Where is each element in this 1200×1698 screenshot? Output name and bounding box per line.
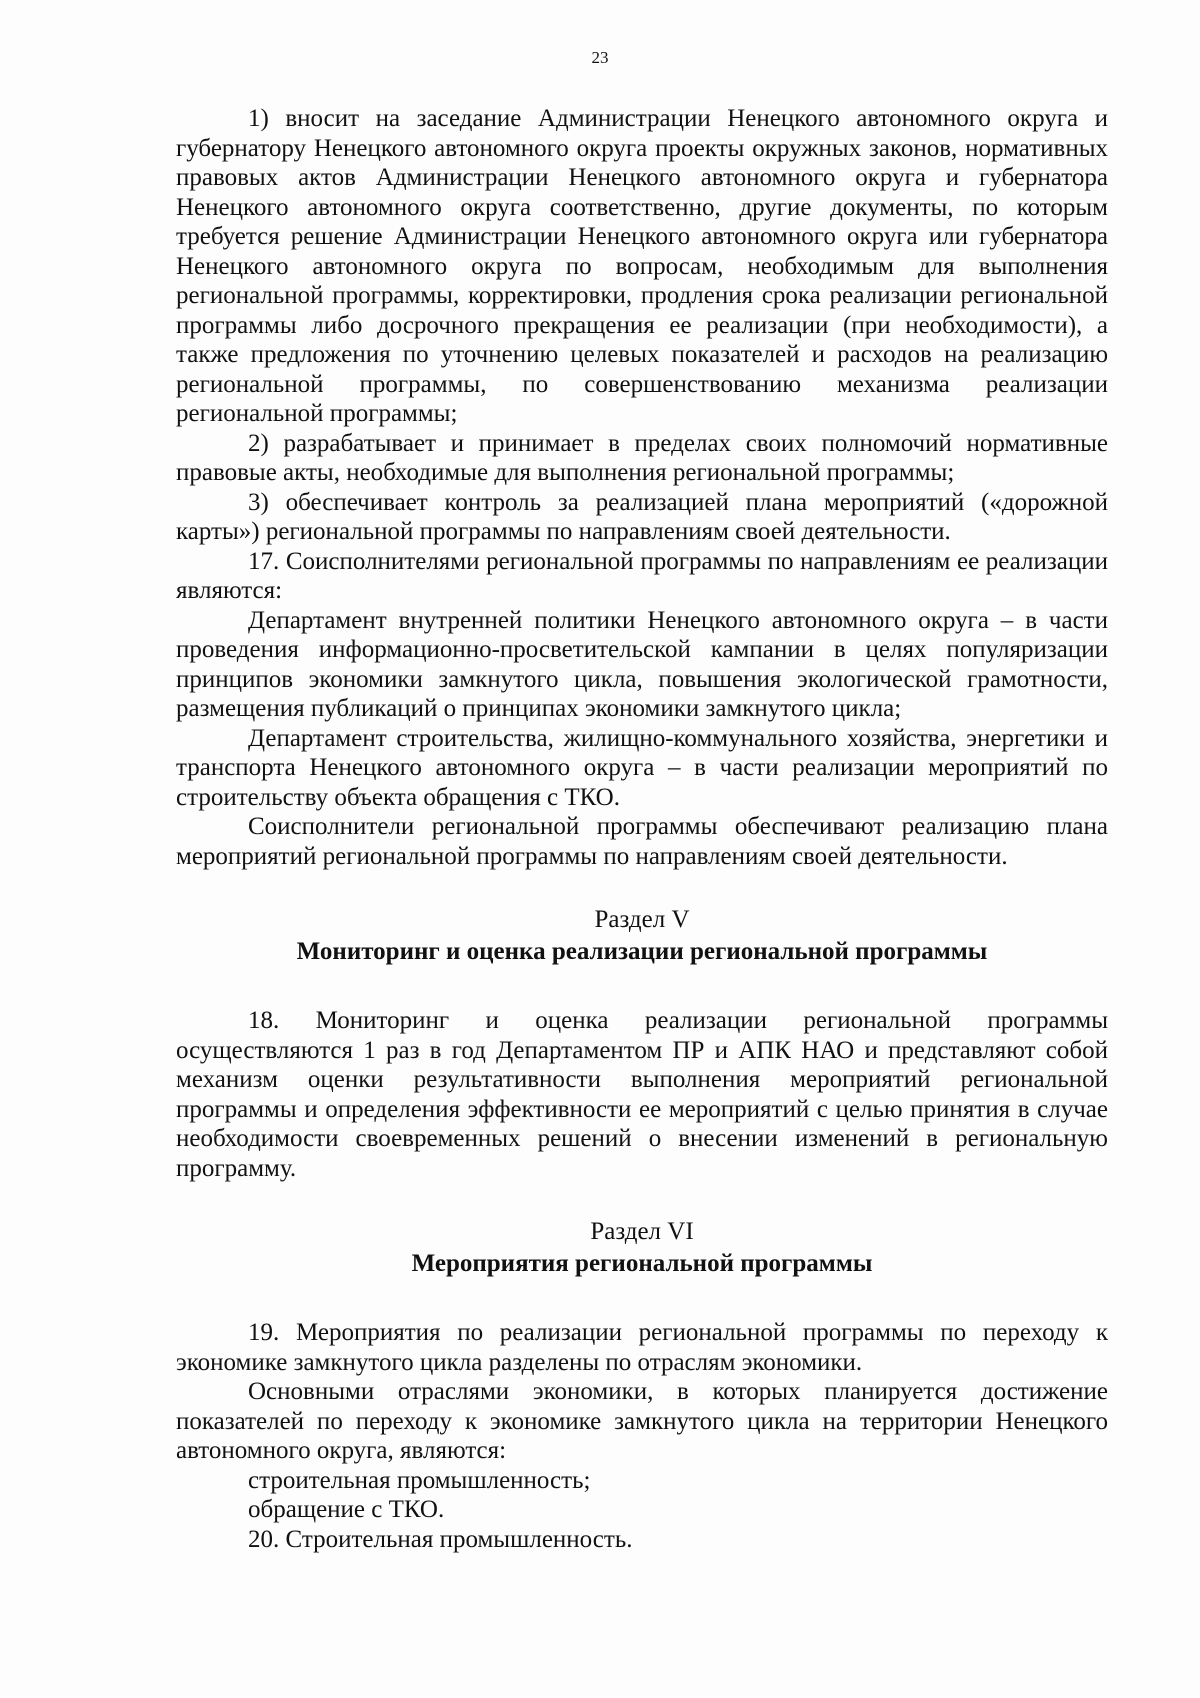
paragraph-coexecutors-duty: Соисполнители региональной программы обеспечивают реализацию плана мероприятий региональной программы по направлениям своей деятельности. [176, 813, 1108, 870]
document-body [176, 104, 1108, 1554]
page-number: 23 [591, 48, 609, 67]
list-item-construction-industry: строительная промышленность; [248, 1466, 591, 1494]
paragraph-clause-20: 20. Строительная промышленность. [248, 1525, 633, 1553]
section-5-heading: Мониторинг и оценка реализации региональной программы [296, 937, 988, 965]
paragraph-clause-17: 17. Соисполнителями региональной программы по направлениям ее реализации являются: [176, 547, 1108, 604]
paragraph-clause-19: 19. Мероприятия по реализации региональной программы по переходу к экономике замкнутого цикла разделены по отраслям экономики. [176, 1319, 1108, 1376]
section-5-label: Раздел V [594, 906, 690, 933]
paragraph-item-1: 1) вносит на заседание Администрации Ненецкого автономного округа и губернатору Ненецкого автономного округа проекты окружных законов, нормативных правовых актов Администрации Ненецкого автономного округа и губернатора Ненецкого автономного округа соответственно, другие документы, по которым требуется решение Администрации Ненецкого автономного округа или губернатора Ненецкого автономного округа по вопросам, необходимым для выполнения региональной программы, корректировки, продления срока реализации региональной программы либо досрочного прекращения ее реализации (при необходимости), а также предложения по уточнению целевых показателей и расходов на реализацию региональной программы, по совершенствованию механизма реализации региональной программы; [176, 105, 1108, 427]
section-6-label: Раздел VI [590, 1218, 694, 1245]
paragraph-item-3: 3) обеспечивает контроль за реализацией плана мероприятий («дорожной карты») региональной программы по направлениям своей деятельности. [176, 488, 1108, 545]
paragraph-item-2: 2) разрабатывает и принимает в пределах своих полномочий нормативные правовые акты, необходимые для выполнения региональной программы; [176, 429, 1108, 486]
paragraph-clause-18: 18. Мониторинг и оценка реализации региональной программы осуществляются 1 раз в год Департаментом ПР и АПК НАО и представляют собой механизм оценки результативности выполнения мероприятий региональной программы и определения эффективности ее мероприятий с целью принятия в случае необходимости своевременных решений о внесении изменений в региональную программу. [176, 1007, 1108, 1182]
paragraph-main-sectors: Основными отраслями экономики, в которых планируется достижение показателей по переходу к экономике замкнутого цикла на территории Ненецкого автономного округа, являются: [176, 1378, 1108, 1464]
paragraph-coexecutor-construction: Департамент строительства, жилищно-коммунального хозяйства, энергетики и транспорта Ненецкого автономного округа – в части реализации мероприятий по строительству объекта обращения с ТКО. [176, 724, 1108, 811]
list-item-waste-management: обращение с ТКО. [248, 1496, 445, 1523]
paragraph-coexecutor-internal-policy: Департамент внутренней политики Ненецкого автономного округа – в части проведения информационно-просветительской кампании в целях популяризации принципов экономики замкнутого цикла, повышения экологической грамотности, размещения публикаций о принципах экономики замкнутого цикла; [176, 606, 1108, 722]
section-6-heading: Мероприятия региональной программы [411, 1249, 873, 1277]
